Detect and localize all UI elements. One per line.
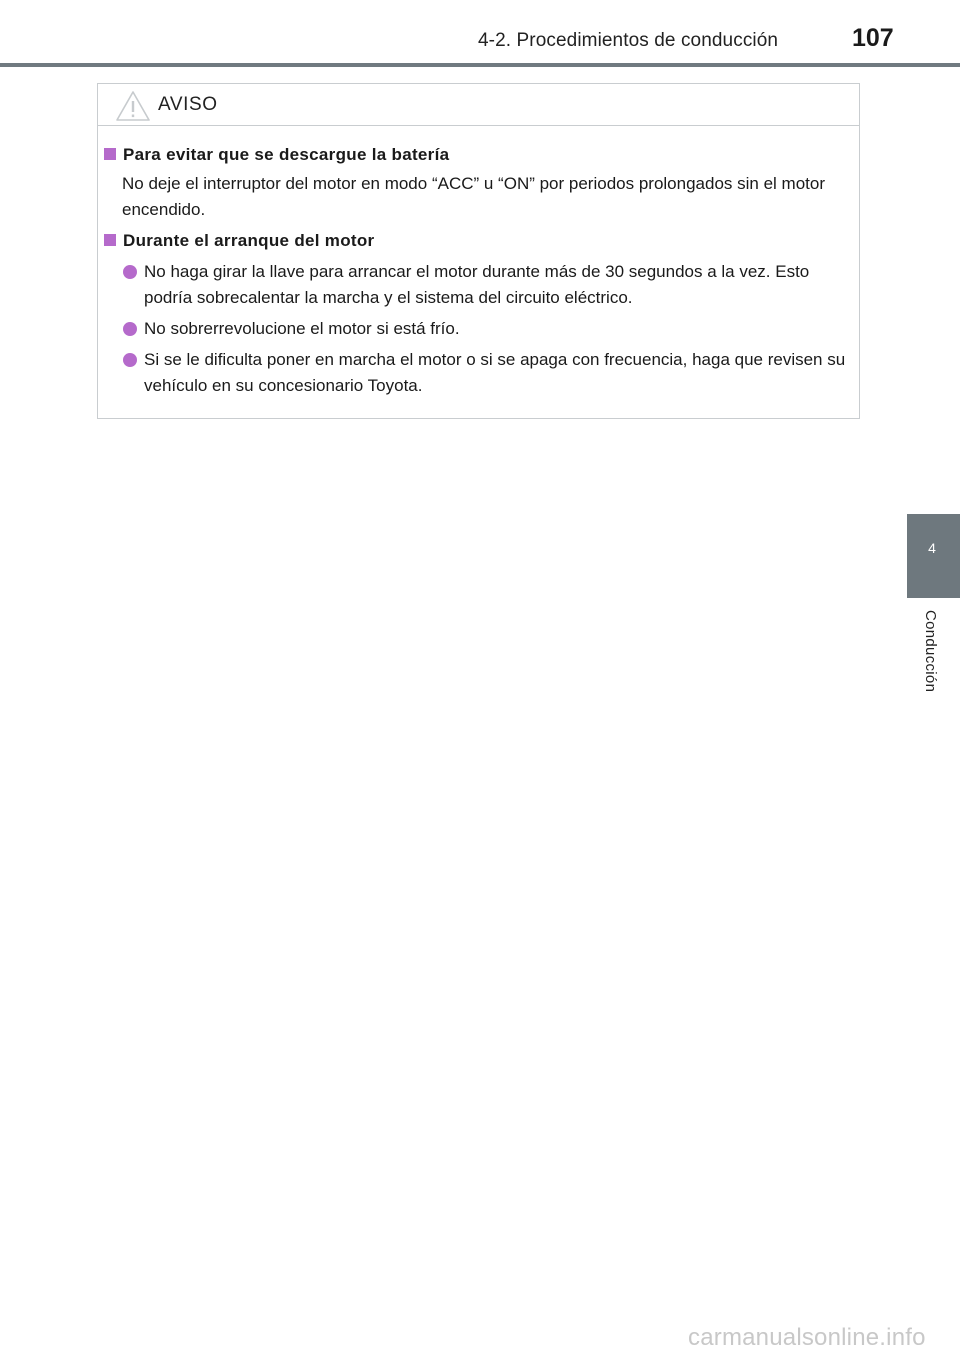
list-item-text: No sobrerrevolucione el motor si está frío.	[144, 319, 460, 338]
list-item-text: Si se le dificulta poner en marcha el motor o si se apaga con frecuencia, haga que revisen su vehículo en su concesionario Toyota.	[144, 350, 846, 395]
list-item	[122, 259, 857, 311]
warning-header	[98, 84, 859, 126]
section-body-battery: No deje el interruptor del motor en modo “ACC” u “ON” por periodos prolongados sin el motor encendido.	[122, 174, 825, 219]
warning-triangle-icon	[115, 90, 151, 122]
round-bullet-icon	[123, 322, 137, 336]
list-item	[122, 347, 857, 399]
chapter-tab-number: 4	[928, 540, 936, 556]
section-heading-text: Para evitar que se descargue la batería	[123, 145, 450, 164]
warning-box	[97, 83, 860, 419]
watermark: carmanualsonline.info	[688, 1324, 926, 1351]
square-bullet-icon	[104, 148, 116, 160]
section-heading-engine-start	[104, 231, 374, 251]
header-rule	[0, 63, 960, 67]
list-item-text: No haga girar la llave para arrancar el motor durante más de 30 segundos a la vez. Esto podría sobrecalentar la marcha y el sistema del circuito eléctrico.	[144, 262, 810, 307]
chapter-tab[interactable]	[907, 514, 960, 598]
round-bullet-icon	[123, 265, 137, 279]
round-bullet-icon	[123, 353, 137, 367]
section-title: 4-2. Procedimientos de conducción	[478, 30, 779, 51]
square-bullet-icon	[104, 234, 116, 246]
page-number: 107	[852, 24, 894, 52]
warning-title: AVISO	[158, 94, 218, 115]
section-heading-text: Durante el arranque del motor	[123, 231, 375, 250]
chapter-tab-label: Conducción	[922, 610, 939, 693]
section-heading-battery	[104, 145, 449, 165]
list-item	[122, 316, 857, 342]
